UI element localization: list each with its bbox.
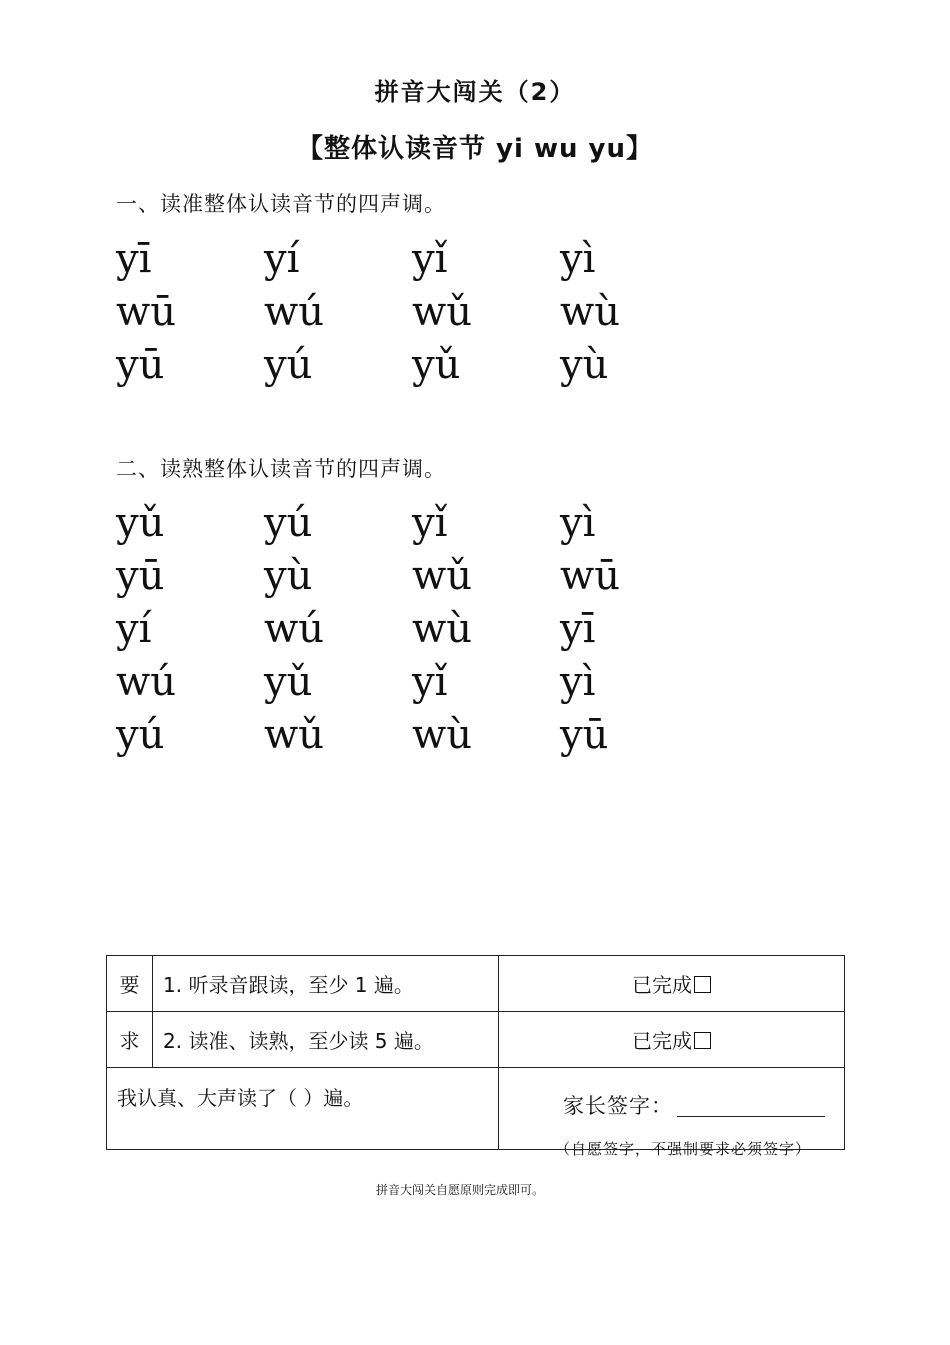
status-label: 已完成 — [632, 973, 693, 997]
requirement-status[interactable] — [499, 1012, 845, 1068]
syllable: yú — [116, 711, 165, 758]
signature-label: 家长签字： — [563, 1094, 673, 1118]
syllable: yí — [264, 235, 300, 282]
footnote: 拼音大闯关自愿原则完成即可。 — [376, 1183, 545, 1197]
syllable: yú — [264, 341, 313, 388]
syllable: yū — [116, 341, 165, 388]
syllable: wǔ — [264, 711, 324, 758]
syllable: yǐ — [412, 235, 448, 282]
syllable: yǔ — [412, 341, 461, 388]
syllable-row — [116, 496, 708, 549]
syllable: yǐ — [412, 658, 448, 705]
syllable: yú — [264, 499, 313, 546]
syllable: yì — [560, 499, 596, 546]
syllable: yǐ — [412, 499, 448, 546]
syllable: wù — [412, 605, 472, 652]
syllable-row — [116, 338, 708, 391]
signature-blank-line[interactable] — [677, 1098, 825, 1117]
completed-checkbox[interactable] — [694, 976, 711, 993]
requirements-table — [106, 955, 845, 1158]
syllable: yù — [560, 341, 609, 388]
parent-signature-cell — [499, 1068, 845, 1158]
section2-grid — [116, 496, 708, 761]
syllable-row — [116, 232, 708, 285]
syllable: wū — [560, 552, 620, 599]
syllable: yí — [116, 605, 152, 652]
section1-grid — [116, 232, 708, 391]
requirements-label-bottom: 求 — [107, 1012, 153, 1068]
completed-checkbox[interactable] — [694, 1032, 711, 1049]
syllable-row — [116, 655, 708, 708]
read-count-field[interactable]: 我认真、大声读了（ ）遍。 — [107, 1068, 499, 1150]
page-title: 拼音大闯关（2） — [374, 78, 576, 106]
syllable-row — [116, 708, 708, 761]
syllable: wǔ — [412, 552, 472, 599]
syllable-row — [116, 285, 708, 338]
section1-heading: 一、读准整体认读音节的四声调。 — [116, 192, 446, 216]
syllable-row — [116, 602, 708, 655]
syllable: wú — [116, 658, 176, 705]
requirements-label-top: 要 — [107, 956, 153, 1012]
syllable: yù — [264, 552, 313, 599]
syllable: yī — [116, 235, 152, 282]
syllable: wū — [116, 288, 176, 335]
syllable: yū — [116, 552, 165, 599]
status-label: 已完成 — [632, 1029, 693, 1053]
syllable: wù — [412, 711, 472, 758]
requirement-text: 2. 读准、读熟，至少读 5 遍。 — [153, 1012, 499, 1068]
syllable: yì — [560, 658, 596, 705]
requirement-status[interactable] — [499, 956, 845, 1012]
syllable: yū — [560, 711, 609, 758]
syllable: yì — [560, 235, 596, 282]
section2-heading: 二、读熟整体认读音节的四声调。 — [116, 457, 446, 481]
signature-note: （自愿签字，不强制要求必须签字） — [555, 1140, 812, 1158]
syllable: wǔ — [412, 288, 472, 335]
parent-signature-field[interactable] — [563, 1090, 825, 1120]
syllable: wú — [264, 605, 324, 652]
syllable-row — [116, 549, 708, 602]
syllable: yǔ — [264, 658, 313, 705]
syllable: wù — [560, 288, 620, 335]
syllable: yī — [560, 605, 596, 652]
requirement-text: 1. 听录音跟读，至少 1 遍。 — [153, 956, 499, 1012]
syllable: yǔ — [116, 499, 165, 546]
syllable: wú — [264, 288, 324, 335]
page-subtitle: 【整体认读音节 yi wu yu】 — [296, 134, 653, 164]
